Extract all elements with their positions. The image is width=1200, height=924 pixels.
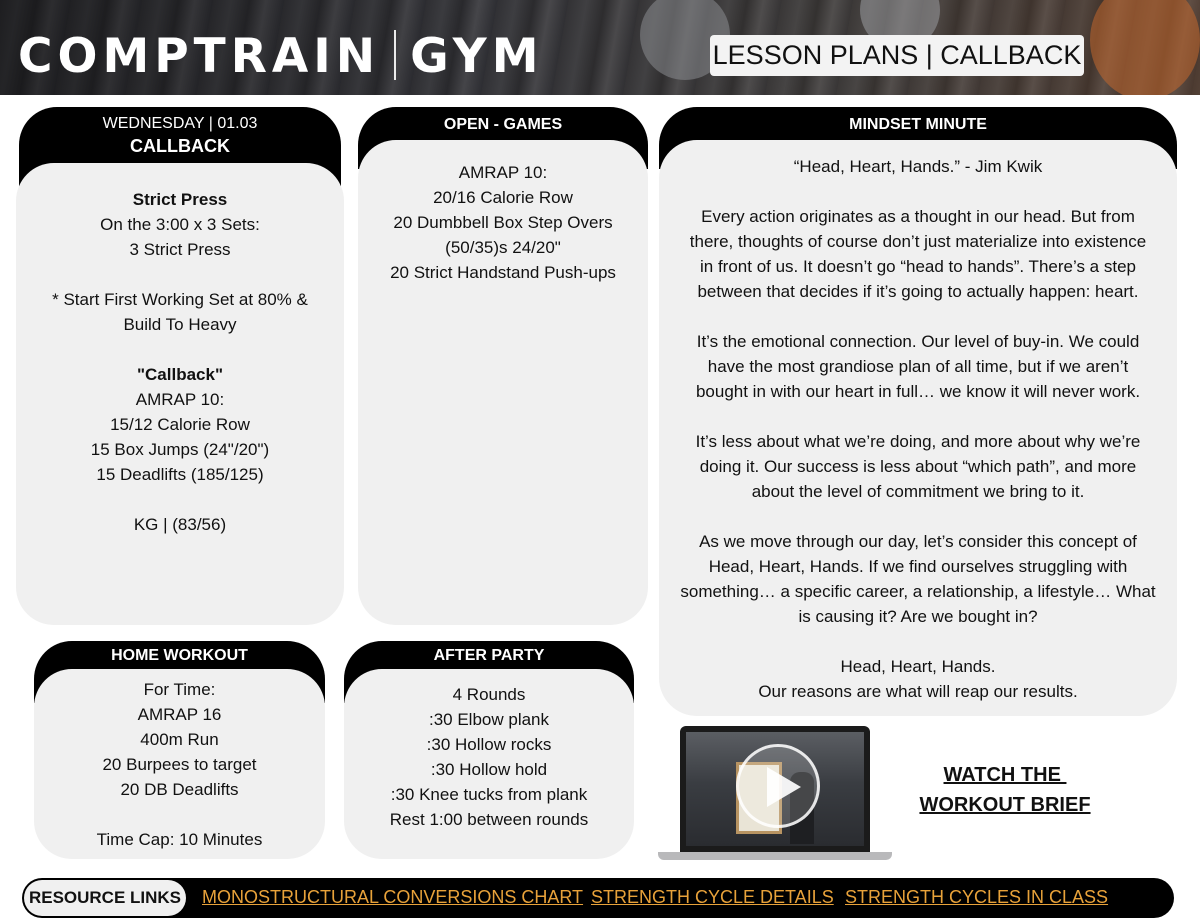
strength-cycle-details-link[interactable]: STRENGTH CYCLE DETAILS — [591, 887, 834, 907]
after-party-line: :30 Hollow rocks — [426, 735, 552, 754]
open-games-line: 20 Strict Handstand Push-ups — [390, 263, 616, 282]
mindset-body — [659, 140, 1177, 716]
open-games-line: AMRAP 10: — [458, 163, 548, 182]
mindset-line — [659, 304, 1177, 329]
watch-link-line2: WORKOUT BRIEF — [919, 794, 1091, 816]
after-party-line: Rest 1:00 between rounds — [389, 810, 589, 829]
resource-links-label: RESOURCE LINKS — [24, 880, 186, 916]
after-party-line: :30 Knee tucks from plank — [390, 785, 588, 804]
laptop-base — [658, 852, 892, 860]
after-party-title: AFTER PARTY — [433, 647, 545, 664]
open-games-card — [358, 107, 648, 625]
mindset-line: As we move through our day, let’s consider this concept of — [699, 532, 1137, 551]
mindset-line: have the most grandiose plan of all time, but if we aren’t — [707, 357, 1129, 376]
mindset-line: doing it. Our success is less about “which path”, and more — [699, 457, 1137, 476]
open-games-line: 20/16 Calorie Row — [433, 188, 573, 207]
resource-links-bar — [22, 878, 1174, 918]
mindset-line — [659, 179, 1177, 204]
brand-gym: GYM — [410, 29, 544, 84]
header-banner — [0, 0, 1200, 95]
home-workout-line: For Time: — [143, 680, 216, 699]
home-workout-line: AMRAP 16 — [137, 705, 222, 724]
callback-line — [16, 337, 344, 362]
mindset-line: Head, Heart, Hands. — [840, 657, 996, 676]
callback-line: Build To Heavy — [123, 315, 237, 334]
mindset-line: Head, Heart, Hands. If we find ourselves struggling with — [708, 557, 1128, 576]
home-workout-card — [34, 641, 325, 859]
home-workout-line: 400m Run — [140, 730, 219, 749]
home-workout-line: Time Cap: 10 Minutes — [96, 830, 263, 849]
callback-line: * Start First Working Set at 80% & — [52, 290, 308, 309]
brand-divider — [394, 30, 396, 80]
home-workout-line: 20 DB Deadlifts — [120, 780, 239, 799]
callback-line: AMRAP 10: — [135, 390, 225, 409]
mindset-line — [659, 404, 1177, 429]
mindset-line: there, thoughts of course don’t just materialize into existence — [689, 232, 1147, 251]
callback-line: KG | (83/56) — [133, 515, 227, 534]
video-thumbnail — [686, 732, 864, 846]
mindset-line: between that decides if it’s going to actually happen: heart. — [697, 282, 1139, 301]
mindset-line: bought in with our heart in full… we know it will never work. — [695, 382, 1141, 401]
watch-workout-brief-link[interactable] — [905, 760, 1105, 820]
home-workout-body — [34, 669, 325, 859]
mindset-line: Every action originates as a thought in our head. But from — [701, 207, 1135, 226]
callback-line — [16, 487, 344, 512]
after-party-card — [344, 641, 634, 859]
play-button[interactable] — [736, 744, 820, 828]
workout-brief-video[interactable] — [658, 726, 892, 860]
monostructural-conversions-link[interactable]: MONOSTRUCTURAL CONVERSIONS CHART — [202, 887, 584, 907]
laptop-screen — [680, 726, 870, 852]
watch-link-line1: WATCH THE — [943, 764, 1067, 786]
after-party-line: 4 Rounds — [452, 685, 526, 704]
open-games-line: 20 Dumbbell Box Step Overs — [393, 213, 613, 232]
callback-line: 3 Strict Press — [129, 240, 231, 259]
home-workout-title: HOME WORKOUT — [111, 647, 248, 664]
mindset-title: MINDSET MINUTE — [849, 116, 987, 133]
lesson-plans-badge: LESSON PLANS | CALLBACK — [710, 35, 1084, 76]
open-games-title: OPEN - GAMES — [443, 116, 563, 133]
after-party-line: :30 Hollow hold — [430, 760, 548, 779]
after-party-line: :30 Elbow plank — [428, 710, 550, 729]
play-icon — [767, 767, 801, 807]
mindset-line: “Head, Heart, Hands.” - Jim Kwik — [793, 157, 1043, 176]
callback-card — [16, 107, 344, 625]
mindset-line: It’s less about what we’re doing, and more about why we’re — [695, 432, 1141, 451]
callback-line: "Callback" — [136, 365, 224, 384]
mindset-line: Our reasons are what will reap our results. — [758, 682, 1078, 701]
mindset-line: is causing it? Are we bought in? — [798, 607, 1038, 626]
strength-cycles-in-class-link[interactable]: STRENGTH CYCLES IN CLASS — [845, 887, 1109, 907]
callback-card-body — [16, 163, 344, 625]
mindset-minute-card — [659, 107, 1177, 716]
callback-line: 15 Box Jumps (24"/20") — [90, 440, 270, 459]
open-games-body — [358, 140, 648, 625]
callback-line: On the 3:00 x 3 Sets: — [100, 215, 260, 234]
banner-photo-shape — [1090, 0, 1200, 95]
mindset-line — [659, 629, 1177, 654]
callback-line — [16, 262, 344, 287]
home-workout-line: 20 Burpees to target — [102, 755, 257, 774]
workout-date: WEDNESDAY | 01.03 — [102, 115, 258, 132]
mindset-line: It’s the emotional connection. Our level of buy-in. We could — [696, 332, 1140, 351]
brand-logo — [18, 29, 544, 84]
brand-name: COMPTRAIN — [18, 29, 381, 84]
callback-title: CALLBACK — [130, 136, 230, 156]
mindset-line — [659, 504, 1177, 529]
callback-line: 15/12 Calorie Row — [110, 415, 250, 434]
mindset-line: about the level of commitment we bring to it. — [751, 482, 1085, 501]
after-party-body — [344, 669, 634, 859]
mindset-line: something… a specific career, a relationship, a lifestyle… What — [680, 582, 1156, 601]
open-games-line: (50/35)s 24/20" — [445, 238, 561, 257]
callback-line: Strict Press — [132, 190, 228, 209]
mindset-line: in front of us. It doesn’t go “head to hands”. There’s a step — [700, 257, 1136, 276]
callback-line: 15 Deadlifts (185/125) — [96, 465, 264, 484]
home-workout-line — [34, 802, 325, 827]
